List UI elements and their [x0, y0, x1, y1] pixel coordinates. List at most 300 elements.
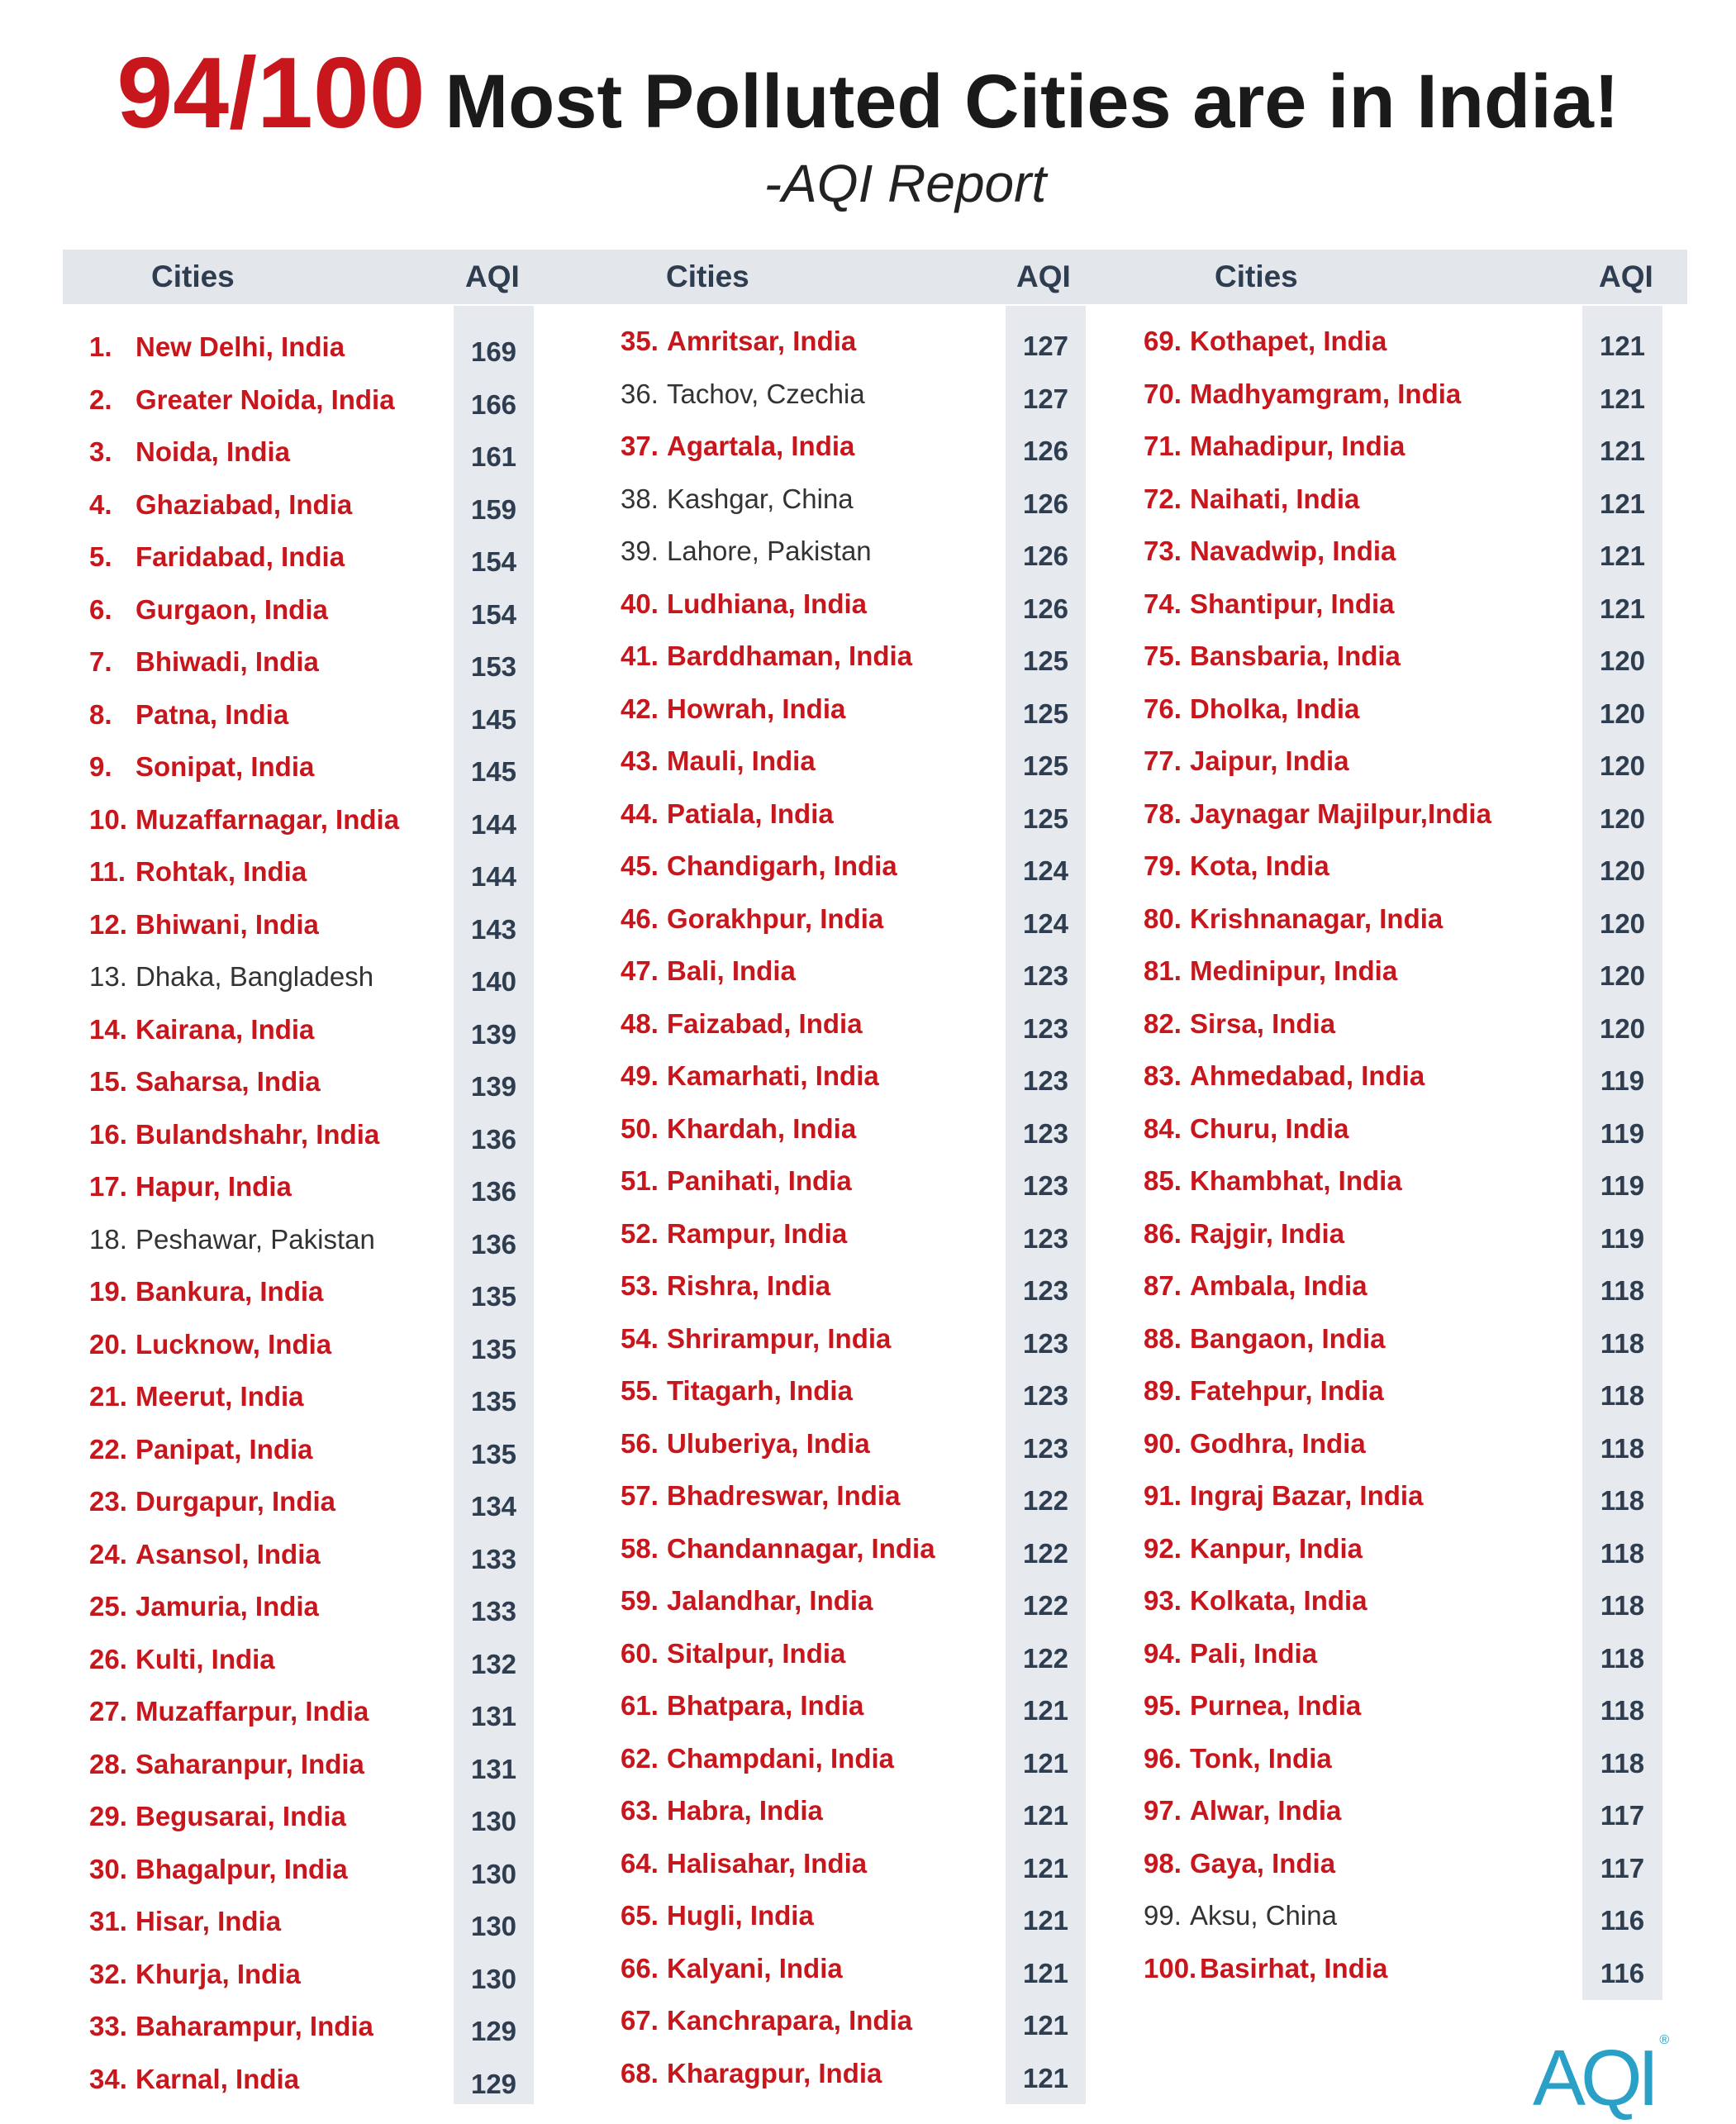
rank-number: 2.: [89, 383, 112, 415]
aqi-value: 125: [1022, 645, 1069, 676]
rank-number: 40.: [621, 588, 659, 619]
city-name: Habra, India: [667, 1795, 823, 1826]
aqi-value: 134: [470, 1491, 517, 1522]
city-name: Hisar, India: [136, 1906, 282, 1936]
city-row: [89, 2000, 373, 2052]
rank-number: 72.: [1144, 483, 1182, 514]
aqi-value: 117: [1600, 1800, 1645, 1831]
aqi-value: 119: [1600, 1222, 1645, 1254]
rank-number: 30.: [89, 1853, 127, 1884]
city-row: [621, 1994, 912, 2046]
city-row: [1144, 1207, 1344, 1260]
rank-number: 33.: [89, 2011, 127, 2041]
rank-number: 97.: [1144, 1795, 1182, 1826]
rank-number: 86.: [1144, 1217, 1182, 1249]
rank-number: 85.: [1144, 1165, 1182, 1196]
city-name: Peshawar, Pakistan: [136, 1223, 375, 1255]
aqi-value: 119: [1600, 1117, 1645, 1149]
city-name: Khambhat, India: [1190, 1165, 1402, 1196]
rank-number: 84.: [1144, 1112, 1182, 1144]
city-row: [621, 1207, 847, 1260]
rank-number: 18.: [89, 1223, 127, 1255]
aqi-value: 118: [1600, 1327, 1645, 1359]
city-row: [1144, 1469, 1423, 1522]
city-row: [1144, 1260, 1367, 1312]
rank-number: 34.: [89, 2063, 127, 2094]
city-name: Ambala, India: [1190, 1270, 1367, 1301]
city-name: Asansol, India: [136, 1538, 321, 1569]
city-row: [1144, 420, 1405, 472]
aqi-value: 120: [1599, 855, 1646, 886]
city-name: Naihati, India: [1190, 483, 1360, 514]
city-row: [1144, 840, 1329, 892]
city-row: [89, 1528, 321, 1580]
city-row: [89, 1790, 346, 1842]
aqi-value: 140: [470, 966, 517, 997]
city-row: [89, 688, 288, 741]
rank-number: 77.: [1144, 745, 1182, 776]
aqi-value: 130: [470, 1806, 517, 1836]
city-name: Basirhat, India: [1200, 1952, 1388, 1984]
rank-number: 23.: [89, 1486, 127, 1517]
rank-number: 61.: [621, 1690, 659, 1721]
city-row: [621, 1679, 863, 1731]
city-row: [89, 1895, 281, 1947]
aqi-value: 122: [1022, 1642, 1069, 1674]
aqi-value: 123: [1022, 1432, 1069, 1464]
aqi-value: 118: [1600, 1642, 1645, 1674]
aqi-value: 130: [470, 1963, 517, 1994]
rank-number: 20.: [89, 1328, 127, 1360]
aqi-logo: [1533, 2033, 1669, 2124]
city-row: [1144, 735, 1349, 787]
aqi-value: 120: [1599, 802, 1646, 834]
aqi-value: 135: [470, 1281, 517, 1312]
city-row: [621, 1155, 852, 1207]
city-name: Bangaon, India: [1190, 1322, 1386, 1354]
city-row: [1144, 1364, 1384, 1417]
rank-number: 15.: [89, 1066, 127, 1097]
city-name: Noida, India: [136, 436, 291, 467]
rank-number: 8.: [89, 698, 112, 730]
city-name: Kota, India: [1190, 850, 1329, 881]
city-name: Ludhiana, India: [667, 588, 868, 619]
rank-number: 27.: [89, 1696, 127, 1726]
rank-number: 76.: [1144, 693, 1182, 724]
city-name: Krishnanagar, India: [1190, 902, 1443, 934]
aqi-value: 129: [470, 2016, 517, 2046]
rank-number: 99.: [1144, 1900, 1182, 1931]
city-name: Jaynagar Majilpur,India: [1190, 798, 1491, 829]
city-row: [1144, 1155, 1402, 1207]
city-row: [621, 2047, 882, 2099]
city-row: [89, 1213, 375, 1265]
city-name: Jaipur, India: [1190, 745, 1349, 776]
aqi-value: 121: [1599, 541, 1646, 571]
rank-number: 16.: [89, 1118, 127, 1150]
aqi-value: 124: [1022, 855, 1069, 886]
rank-number: 88.: [1144, 1322, 1182, 1354]
city-name: Fatehpur, India: [1190, 1375, 1384, 1406]
city-row: [621, 1574, 873, 1626]
table-header-bar: [63, 250, 1687, 304]
rank-number: 93.: [1144, 1585, 1182, 1616]
city-name: Bhiwadi, India: [136, 646, 319, 677]
city-row: [621, 1050, 879, 1102]
city-row: [1144, 578, 1395, 630]
rank-number: 50.: [621, 1112, 659, 1144]
city-row: [621, 1732, 894, 1784]
city-name: Kulti, India: [136, 1643, 275, 1674]
aqi-value: 116: [1600, 1905, 1645, 1936]
city-row: [621, 1522, 935, 1574]
rank-number: 9.: [89, 751, 112, 782]
city-row: [621, 1469, 900, 1522]
city-name: Gurgaon, India: [136, 593, 328, 625]
city-name: Kalyani, India: [667, 1952, 843, 1984]
aqi-value: 121: [1022, 1695, 1069, 1726]
rank-number: 64.: [621, 1847, 659, 1879]
rank-number: 7.: [89, 646, 112, 677]
city-row: [89, 1685, 369, 1737]
city-row: [621, 1942, 843, 1994]
rank-number: 22.: [89, 1433, 127, 1464]
rank-number: 82.: [1144, 1007, 1182, 1039]
header-cities-1: Cities: [151, 260, 235, 293]
city-name: Karnal, India: [136, 2063, 300, 2094]
city-name: Sonipat, India: [136, 751, 315, 782]
rank-number: 1.: [89, 331, 112, 362]
city-row: [1144, 315, 1386, 367]
aqi-value: 129: [470, 2068, 517, 2099]
city-row: [1144, 473, 1359, 525]
rank-number: 4.: [89, 488, 112, 520]
city-name: Chandigarh, India: [667, 850, 897, 881]
aqi-value: 126: [1022, 488, 1069, 519]
aqi-value: 125: [1022, 750, 1069, 781]
city-row: [621, 735, 816, 787]
aqi-value: 154: [470, 598, 517, 630]
aqi-value: 121: [1599, 488, 1646, 519]
city-row: [1144, 998, 1335, 1050]
rank-number: 66.: [621, 1952, 659, 1984]
city-row: [89, 950, 373, 1002]
aqi-value: 122: [1022, 1485, 1069, 1516]
city-row: [89, 1265, 323, 1317]
city-row: [89, 1370, 304, 1422]
city-row: [621, 840, 897, 892]
city-row: [89, 1843, 348, 1895]
city-row: [89, 583, 328, 636]
city-row: [89, 479, 352, 531]
rank-number: 100.: [1144, 1952, 1197, 1984]
aqi-value: 120: [1599, 750, 1646, 781]
rank-number: 6.: [89, 593, 112, 625]
city-row: [1144, 683, 1359, 735]
aqi-value: 123: [1022, 1222, 1069, 1254]
city-name: Churu, India: [1190, 1112, 1349, 1144]
rank-number: 39.: [621, 536, 659, 566]
aqi-value: 139: [470, 1071, 517, 1102]
rank-number: 79.: [1144, 850, 1182, 881]
aqi-value: 116: [1600, 1957, 1645, 1988]
city-row: [621, 630, 912, 682]
aqi-value: 145: [470, 756, 517, 787]
rank-number: 35.: [621, 326, 659, 356]
header-cities-2: Cities: [666, 260, 749, 293]
rank-number: 92.: [1144, 1532, 1182, 1564]
aqi-value: 120: [1599, 1012, 1646, 1044]
city-name: Jalandhar, India: [667, 1585, 873, 1616]
aqi-value: 144: [470, 861, 517, 892]
rank-number: 21.: [89, 1381, 127, 1412]
rank-number: 38.: [621, 483, 659, 514]
city-name: Pali, India: [1190, 1637, 1318, 1669]
aqi-value: 127: [1022, 331, 1069, 361]
rank-number: 78.: [1144, 798, 1182, 829]
city-row: [89, 531, 345, 583]
rank-number: 98.: [1144, 1847, 1182, 1879]
rank-number: 19.: [89, 1276, 127, 1307]
aqi-value: 154: [470, 546, 517, 577]
rank-number: 89.: [1144, 1375, 1182, 1406]
city-row: [1144, 1942, 1387, 1994]
city-name: Lucknow, India: [136, 1328, 332, 1360]
city-row: [621, 420, 854, 472]
aqi-value: 123: [1022, 1380, 1069, 1411]
city-name: Meerut, India: [136, 1381, 304, 1412]
rank-number: 69.: [1144, 326, 1182, 356]
city-name: Patiala, India: [667, 798, 834, 829]
city-row: [621, 788, 834, 840]
rank-number: 5.: [89, 541, 112, 572]
city-name: Titagarh, India: [667, 1375, 853, 1406]
rank-number: 71.: [1144, 431, 1182, 461]
rank-number: 11.: [89, 856, 126, 887]
page-title: [0, 35, 1736, 150]
city-name: Bankura, India: [136, 1276, 324, 1307]
rank-number: 63.: [621, 1795, 659, 1826]
city-row: [89, 845, 307, 898]
city-name: Greater Noida, India: [136, 383, 395, 415]
rank-number: 74.: [1144, 588, 1182, 619]
city-name: Tachov, Czechia: [667, 378, 865, 409]
rank-number: 62.: [621, 1742, 659, 1774]
aqi-value: 118: [1600, 1695, 1645, 1726]
city-name: Rishra, India: [667, 1270, 831, 1301]
city-name: Champdani, India: [667, 1742, 895, 1774]
city-name: Durgapur, India: [136, 1486, 336, 1517]
city-name: Alwar, India: [1190, 1795, 1342, 1826]
aqi-value: 131: [470, 1753, 517, 1784]
city-name: Saharsa, India: [136, 1066, 321, 1097]
city-name: Khurja, India: [136, 1958, 301, 1989]
city-name: Panipat, India: [136, 1433, 313, 1464]
city-row: [89, 898, 319, 950]
city-row: [1144, 945, 1397, 997]
city-name: Bansbaria, India: [1190, 641, 1401, 671]
registered-mark: ®: [1659, 2033, 1670, 2047]
city-row: [1144, 1522, 1363, 1574]
city-row: [89, 321, 345, 373]
title-highlight: 94/100: [117, 36, 426, 149]
city-row: [621, 893, 883, 945]
aqi-value: 120: [1599, 698, 1646, 729]
city-row: [1144, 1679, 1361, 1731]
city-row: [621, 368, 865, 420]
city-name: Bhiwani, India: [136, 908, 319, 940]
aqi-value: 120: [1599, 960, 1646, 991]
rank-number: 91.: [1144, 1480, 1182, 1511]
aqi-value: 143: [470, 913, 517, 945]
city-row: [1144, 1784, 1341, 1836]
rank-number: 87.: [1144, 1270, 1182, 1301]
city-row: [1144, 1627, 1317, 1679]
rank-number: 83.: [1144, 1060, 1182, 1091]
city-row: [1144, 1102, 1349, 1155]
city-row: [621, 683, 845, 735]
city-row: [89, 1738, 364, 1790]
rank-number: 95.: [1144, 1690, 1182, 1721]
aqi-value: 145: [470, 703, 517, 735]
aqi-value: 118: [1600, 1590, 1645, 1621]
rank-number: 32.: [89, 1958, 127, 1989]
aqi-value: 133: [470, 1543, 517, 1574]
city-name: Hugli, India: [667, 1900, 814, 1931]
city-name: Tonk, India: [1190, 1742, 1332, 1774]
aqi-value: 130: [470, 1911, 517, 1941]
aqi-value: 121: [1599, 383, 1646, 414]
rank-number: 31.: [89, 1906, 127, 1936]
city-row: [89, 1475, 335, 1527]
aqi-value: 124: [1022, 907, 1069, 939]
city-row: [89, 1318, 331, 1370]
city-name: Faridabad, India: [136, 541, 345, 572]
city-name: Uluberiya, India: [667, 1427, 870, 1459]
city-name: Halisahar, India: [667, 1847, 868, 1879]
aqi-value: 122: [1022, 1537, 1069, 1569]
aqi-value: 123: [1022, 960, 1069, 991]
aqi-value: 121: [1599, 593, 1646, 624]
rank-number: 42.: [621, 693, 659, 724]
rank-number: 55.: [621, 1375, 659, 1406]
aqi-value: 121: [1599, 331, 1646, 361]
aqi-value: 125: [1022, 698, 1069, 729]
city-name: Sirsa, India: [1190, 1007, 1336, 1039]
city-row: [1144, 788, 1491, 840]
city-name: Gaya, India: [1190, 1847, 1336, 1879]
aqi-value: 136: [470, 1228, 517, 1260]
rank-number: 25.: [89, 1591, 127, 1622]
aqi-value: 131: [470, 1701, 517, 1731]
rank-number: 24.: [89, 1538, 127, 1569]
rank-number: 81.: [1144, 955, 1182, 986]
city-name: Patna, India: [136, 698, 289, 730]
rank-number: 26.: [89, 1643, 127, 1674]
city-row: [89, 1055, 321, 1107]
rank-number: 96.: [1144, 1742, 1182, 1774]
city-name: Bhagalpur, India: [136, 1853, 348, 1884]
aqi-value: 136: [470, 1123, 517, 1155]
city-name: Ghaziabad, India: [136, 488, 353, 520]
aqi-value: 118: [1600, 1747, 1645, 1779]
rank-number: 43.: [621, 745, 659, 776]
city-row: [89, 1160, 292, 1212]
city-name: Madhyamgram, India: [1190, 378, 1462, 409]
city-name: Dhaka, Bangladesh: [136, 961, 374, 992]
city-row: [621, 1102, 856, 1155]
city-row: [621, 1627, 845, 1679]
rank-number: 36.: [621, 378, 659, 409]
city-name: Ahmedabad, India: [1190, 1060, 1425, 1091]
city-row: [621, 1417, 870, 1469]
rank-number: 13.: [89, 961, 127, 992]
aqi-value: 121: [1599, 436, 1646, 466]
city-name: Bhadreswar, India: [667, 1480, 901, 1511]
aqi-value: 144: [470, 808, 517, 840]
city-name: Chandannagar, India: [667, 1532, 935, 1564]
city-name: Navadwip, India: [1190, 536, 1396, 566]
city-name: Mauli, India: [667, 745, 816, 776]
city-name: Muzaffarnagar, India: [136, 803, 400, 835]
aqi-value: 118: [1600, 1485, 1645, 1516]
city-row: [89, 1003, 314, 1055]
aqi-value: 120: [1599, 907, 1646, 939]
aqi-value: 121: [1022, 1852, 1069, 1884]
aqi-value: 121: [1022, 1905, 1069, 1936]
city-row: [621, 315, 856, 367]
city-name: Bhatpara, India: [667, 1690, 864, 1721]
aqi-value: 127: [1022, 383, 1069, 414]
city-name: Kairana, India: [136, 1013, 315, 1045]
aqi-value: 121: [1022, 2062, 1069, 2093]
city-row: [621, 1312, 891, 1364]
rank-number: 12.: [89, 908, 127, 940]
city-name: Ingraj Bazar, India: [1190, 1480, 1424, 1511]
city-name: Rohtak, India: [136, 856, 307, 887]
city-name: Jamuria, India: [136, 1591, 319, 1622]
city-row: [1144, 1732, 1332, 1784]
aqi-value: 133: [470, 1596, 517, 1626]
city-name: Kanchrapara, India: [667, 2005, 913, 2036]
city-name: Howrah, India: [667, 693, 846, 724]
city-name: Shrirampur, India: [667, 1322, 892, 1354]
city-name: Bali, India: [667, 955, 796, 986]
aqi-value: 126: [1022, 593, 1069, 624]
city-name: Aksu, China: [1190, 1900, 1337, 1931]
rank-number: 14.: [89, 1013, 127, 1045]
rank-number: 44.: [621, 798, 659, 829]
header-aqi-3: AQI: [1599, 260, 1653, 293]
city-name: Kamarhati, India: [667, 1060, 879, 1091]
city-row: [621, 525, 872, 577]
rank-number: 37.: [621, 431, 659, 461]
rank-number: 41.: [621, 641, 659, 671]
rank-number: 3.: [89, 436, 112, 467]
city-name: Dholka, India: [1190, 693, 1360, 724]
city-name: Rampur, India: [667, 1217, 848, 1249]
city-row: [1144, 368, 1461, 420]
city-name: Purnea, India: [1190, 1690, 1362, 1721]
city-row: [1144, 630, 1401, 682]
rank-number: 46.: [621, 902, 659, 934]
city-row: [89, 1108, 379, 1160]
aqi-value: 135: [470, 1386, 517, 1417]
aqi-value: 121: [1022, 1957, 1069, 1988]
city-name: Panihati, India: [667, 1165, 852, 1196]
rank-number: 68.: [621, 2057, 659, 2088]
rank-number: 80.: [1144, 902, 1182, 934]
